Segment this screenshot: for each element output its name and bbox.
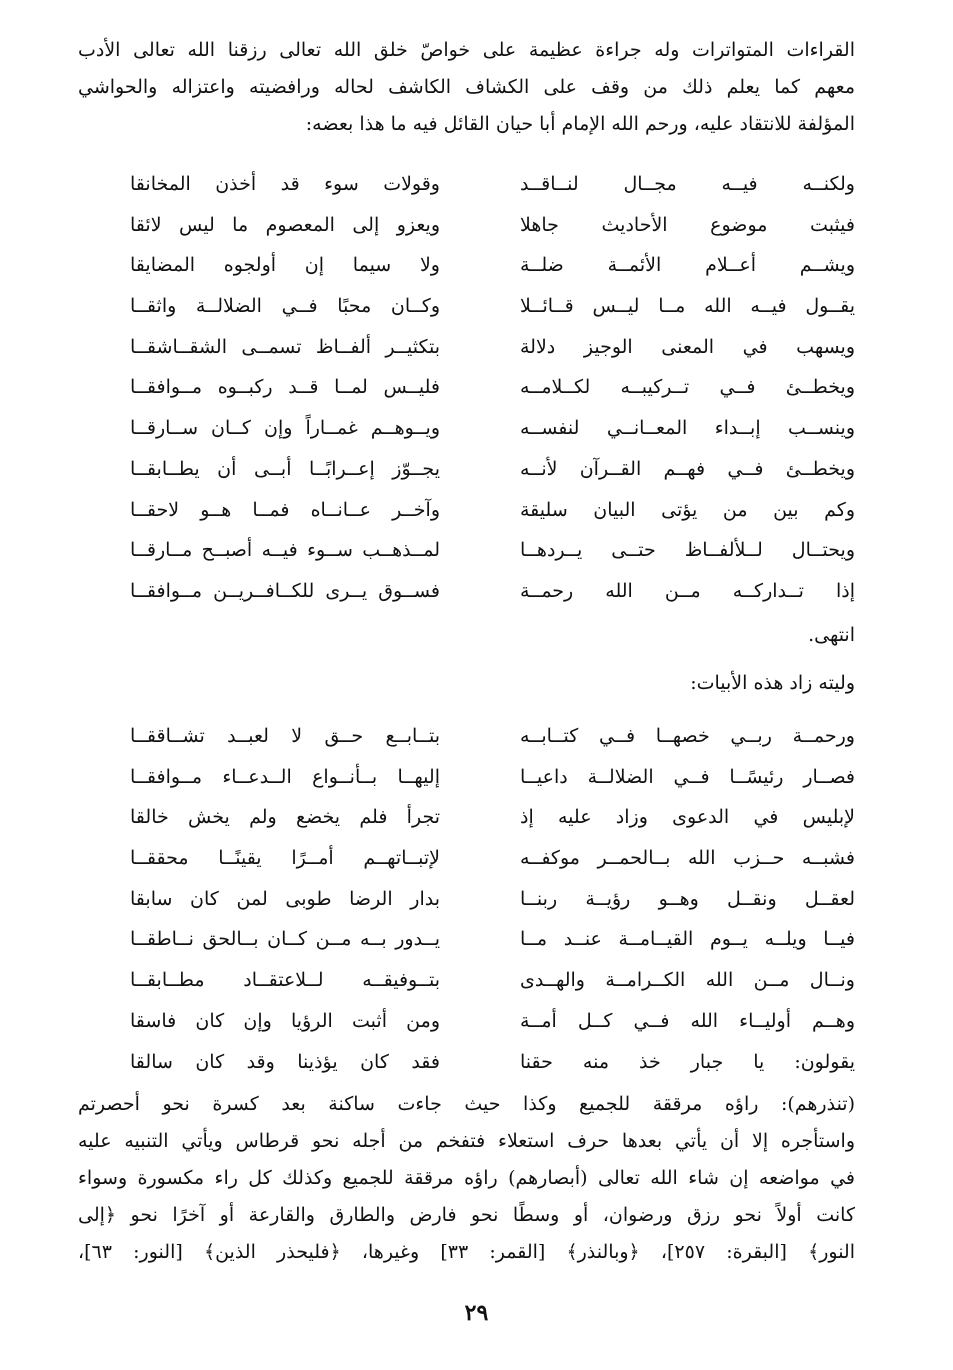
- hemistich-first: وينســب إبــداء المعــانــي لنفســه: [520, 417, 855, 440]
- hemistich-second: وكــان محبًا فــي الضلالــة واثقــا: [130, 295, 440, 318]
- hemistich-first: ورحمــة ربــي خصهــا فــي كتــابــه: [520, 725, 855, 747]
- hemistich-first: فيــا ويلــه يــوم القيــامــة عنــد مــا: [520, 928, 855, 951]
- intaha-line: انتهى.: [808, 624, 855, 646]
- hemistich-first: وهــم أوليــاء الله فــي كــل أمــة: [520, 1009, 855, 1032]
- verse: [130, 960, 855, 1001]
- hemistich-second: ولا سيما إن أولجوه المضايقا: [130, 254, 440, 277]
- verse: [130, 205, 855, 246]
- hemistich-first: ويشــم أعــلام الأئمــة ضلــة: [520, 254, 855, 277]
- intro-line-2: معهم كما يعلم ذلك من وقف على الكشاف الكاشف لحاله ورافضيته واعتزاله والحواشي: [78, 76, 855, 98]
- hemistich-second: يــدور بــه مــن كــان بــالحق نــاطقــا: [130, 928, 440, 951]
- hemistich-first: يقــول فيــه الله مــا ليــس قــائــلا: [520, 295, 855, 318]
- hemistich-second: وقولات سوء قد أخذن المخانقا: [130, 173, 440, 195]
- outro-line-5: النور﴾ [البقرة: ٢٥٧]، ﴿وبالنذر﴾ [القمر: ٣٣] وغيرها، ﴿فليحذر الذين﴾ [النور: ٦٣]،: [78, 1241, 855, 1263]
- hemistich-first: فشبــه حــزب الله بــالحمــر موكفــه: [520, 847, 855, 870]
- verse: [130, 449, 855, 490]
- intro-paragraph: [78, 32, 855, 143]
- verse: [130, 367, 855, 408]
- verse: [130, 797, 855, 838]
- verse: [130, 757, 855, 798]
- verse: [130, 286, 855, 327]
- verse: [130, 164, 855, 205]
- hemistich-second: إليهــا بــأنــواع الــدعــاء مــوافقــا: [130, 765, 440, 788]
- intro-line-3: المؤلفة للانتقاد عليه، ورحم الله الإمام أبا حيان القائل فيه ما هذا بعضه:: [305, 113, 855, 135]
- intro-line-1: القراءات المتواترات وله جراءة عظيمة على خواصّ خلق الله تعالى رزقنا الله تعالى الأدب: [78, 39, 855, 61]
- hemistich-second: وآخــر عــانــاه فمــا هــو لاحقــا: [130, 498, 440, 521]
- verse: [130, 530, 855, 571]
- outro-line-4: كانت أولاً نحو رزق ورضوان، أو وسطًا نحو فارض والطارق والقارعة أو آخرًا نحو ﴿إلى: [78, 1204, 855, 1226]
- hemistich-second: تجرأ فلم يخضع ولم يخش خالقا: [130, 806, 440, 829]
- verse: [130, 490, 855, 531]
- verse: [130, 919, 855, 960]
- laytahu-line: وليته زاد هذه الأبيات:: [690, 672, 855, 694]
- verse: [130, 716, 855, 757]
- hemistich-second: ومن أثبت الرؤيا وإن كان فاسقا: [130, 1009, 440, 1032]
- hemistich-first: يقولون: يا جبار خذ منه حقنا: [520, 1050, 855, 1073]
- page-number: ٢٩: [464, 1300, 489, 1326]
- hemistich-first: وكم بين من يؤتى البيان سليقة: [520, 498, 855, 521]
- hemistich-second: بدار الرضا طوبى لمن كان سابقا: [130, 887, 440, 910]
- hemistich-first: ونــال مــن الله الكــرامــة والهــدى: [520, 969, 855, 992]
- poem-2: [130, 716, 855, 1082]
- hemistich-first: لإبليس في الدعوى وزاد عليه إذ: [520, 806, 855, 829]
- outro-line-1: (تنذرهم): راؤه مرققة للجميع وكذا حيث جاءت ساكنة بعد كسرة نحو أحصرتم: [78, 1093, 855, 1115]
- hemistich-first: فصــار رئيسًــا فــي الضلالــة داعيــا: [520, 765, 855, 788]
- verse: [130, 1001, 855, 1042]
- verse: [130, 245, 855, 286]
- verse: [130, 408, 855, 449]
- verse: [130, 879, 855, 920]
- hemistich-second: بتــوفيقــه لــلاعتقــاد مطــابقــا: [130, 969, 440, 992]
- hemistich-second: ويعزو إلى المعصوم ما ليس لائقا: [130, 213, 440, 236]
- hemistich-second: فقد كان يؤذينا وقد كان سالقا: [130, 1050, 440, 1073]
- outro-line-2: واستأجره إلا أن يأتي بعدها حرف استعلاء فتفخم من أجله نحو قرطاس ويأتي التنبيه عليه: [78, 1130, 855, 1152]
- hemistich-second: ويــوهــم غمــاراً وإن كــان ســارقــا: [130, 417, 440, 440]
- hemistich-second: لإتبــاتهــم أمــرًا يقينًــا محققــا: [130, 847, 440, 870]
- hemistich-second: فســوق يــرى للكــافــريــن مــوافقــا: [130, 579, 440, 602]
- outro-line-3: في مواضعه إن شاء الله تعالى (أبصارهم) راؤه مرققة للجميع وكذلك كل راء مكسورة وسواء: [78, 1167, 855, 1189]
- hemistich-first: إذا تــداركــه مــن الله رحمــة: [520, 579, 855, 602]
- hemistich-first: ولكنــه فيــه مجــال لنــاقــد: [520, 173, 855, 195]
- verse: [130, 327, 855, 368]
- hemistich-first: ويسهب في المعنى الوجيز دلالة: [520, 335, 855, 358]
- hemistich-second: فليــس لمــا قــد ركبــوه مــوافقــا: [130, 376, 440, 399]
- hemistich-second: يجــوّز إعــرابًــا أبــى أن يطــابقــا: [130, 457, 440, 480]
- hemistich-first: ويخطــئ فــي فهــم القــرآن لأنــه: [520, 457, 855, 480]
- hemistich-second: بتــابــع حــق لا لعبــد تشــاققــا: [130, 725, 440, 747]
- verse: [130, 571, 855, 612]
- hemistich-first: ويحتــال لــلألفــاظ حتــى يــردهــا: [520, 539, 855, 562]
- hemistich-second: لمــذهــب ســوء فيــه أصبــح مــارقــا: [130, 539, 440, 562]
- verse: [130, 838, 855, 879]
- poem-1: [130, 164, 855, 612]
- verse: [130, 1042, 855, 1083]
- hemistich-first: لعقــل ونقــل وهــو رؤيــة ربنــا: [520, 887, 855, 910]
- hemistich-first: ويخطــئ فــي تــركيبــه لكــلامــه: [520, 376, 855, 399]
- hemistich-second: بتكثيــر ألفــاظ تسمــى الشقــاشقــا: [130, 335, 440, 358]
- hemistich-first: فيثبت موضوع الأحاديث جاهلا: [520, 213, 855, 236]
- outro-paragraph: [78, 1086, 855, 1271]
